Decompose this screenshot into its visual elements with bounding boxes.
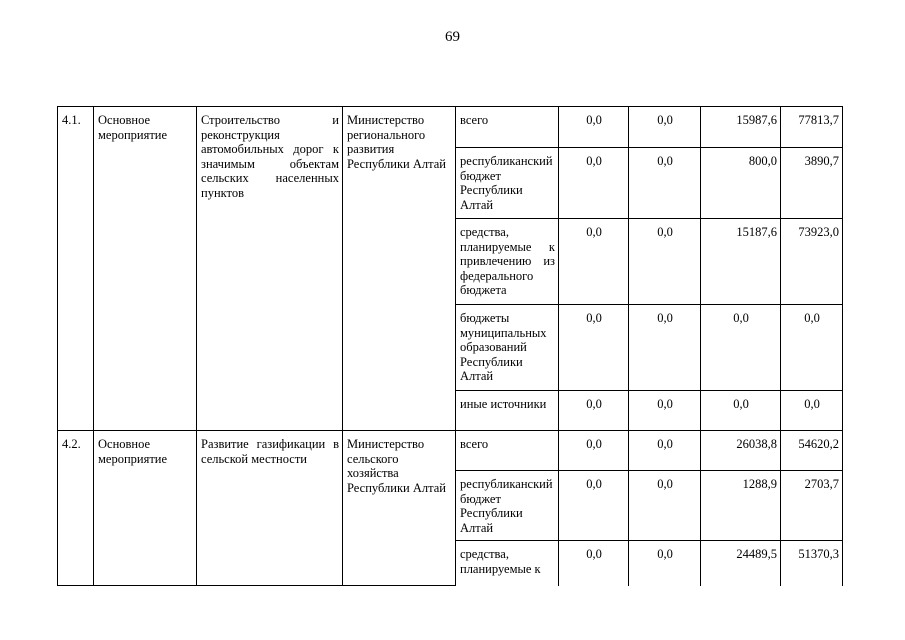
measure-name-cell: Развитие газификации в сельской местности [197,431,343,586]
funding-source-cell: бюджеты муниципальных образований Республики Алтай [456,305,559,391]
value-cell: 0,0 [629,219,701,305]
measure-executor-cell: Министерство сельского хозяйства Республики Алтай [343,431,456,586]
value-cell: 0,0 [559,219,629,305]
table-row [58,107,843,148]
value-cell: 0,0 [781,391,843,431]
budget-table [57,106,843,586]
value-cell: 15187,6 [701,219,781,305]
value-cell: 0,0 [559,431,629,471]
value-cell: 0,0 [559,107,629,148]
value-cell: 2703,7 [781,471,843,541]
measure-type-cell: Основное мероприятие [94,107,197,431]
value-cell: 0,0 [629,471,701,541]
value-cell: 54620,2 [781,431,843,471]
value-cell: 0,0 [629,107,701,148]
value-cell: 0,0 [559,541,629,586]
value-cell: 0,0 [781,305,843,391]
measure-executor-cell: Министерство регионального развития Республики Алтай [343,107,456,431]
page-number: 69 [445,29,460,45]
measure-code-cell: 4.2. [58,431,94,586]
value-cell: 0,0 [559,391,629,431]
funding-source-cell: средства, планируемые к привлечению из федерального бюджета [456,219,559,305]
value-cell: 0,0 [701,305,781,391]
funding-source-cell: всего [456,107,559,148]
value-cell: 0,0 [701,391,781,431]
funding-source-cell: республиканский бюджет Республики Алтай [456,148,559,219]
value-cell: 26038,8 [701,431,781,471]
measure-type-cell: Основное мероприятие [94,431,197,586]
value-cell: 0,0 [559,471,629,541]
measure-name-cell: Строительство и реконструкция автомобильных дорог к значимым объектам сельских населенных пунктов [197,107,343,431]
value-cell: 0,0 [629,391,701,431]
value-cell: 51370,3 [781,541,843,586]
value-cell: 0,0 [629,305,701,391]
value-cell: 800,0 [701,148,781,219]
value-cell: 77813,7 [781,107,843,148]
value-cell: 0,0 [629,148,701,219]
value-cell: 0,0 [629,541,701,586]
value-cell: 0,0 [559,305,629,391]
funding-source-cell: иные источники [456,391,559,431]
measure-code-cell: 4.1. [58,107,94,431]
value-cell: 0,0 [629,431,701,471]
table-row [58,431,843,471]
funding-source-cell: республиканский бюджет Республики Алтай [456,471,559,541]
value-cell: 1288,9 [701,471,781,541]
value-cell: 24489,5 [701,541,781,586]
value-cell: 0,0 [559,148,629,219]
value-cell: 15987,6 [701,107,781,148]
funding-source-cell: всего [456,431,559,471]
value-cell: 3890,7 [781,148,843,219]
funding-source-cell: средства, планируемые к [456,541,559,586]
value-cell: 73923,0 [781,219,843,305]
